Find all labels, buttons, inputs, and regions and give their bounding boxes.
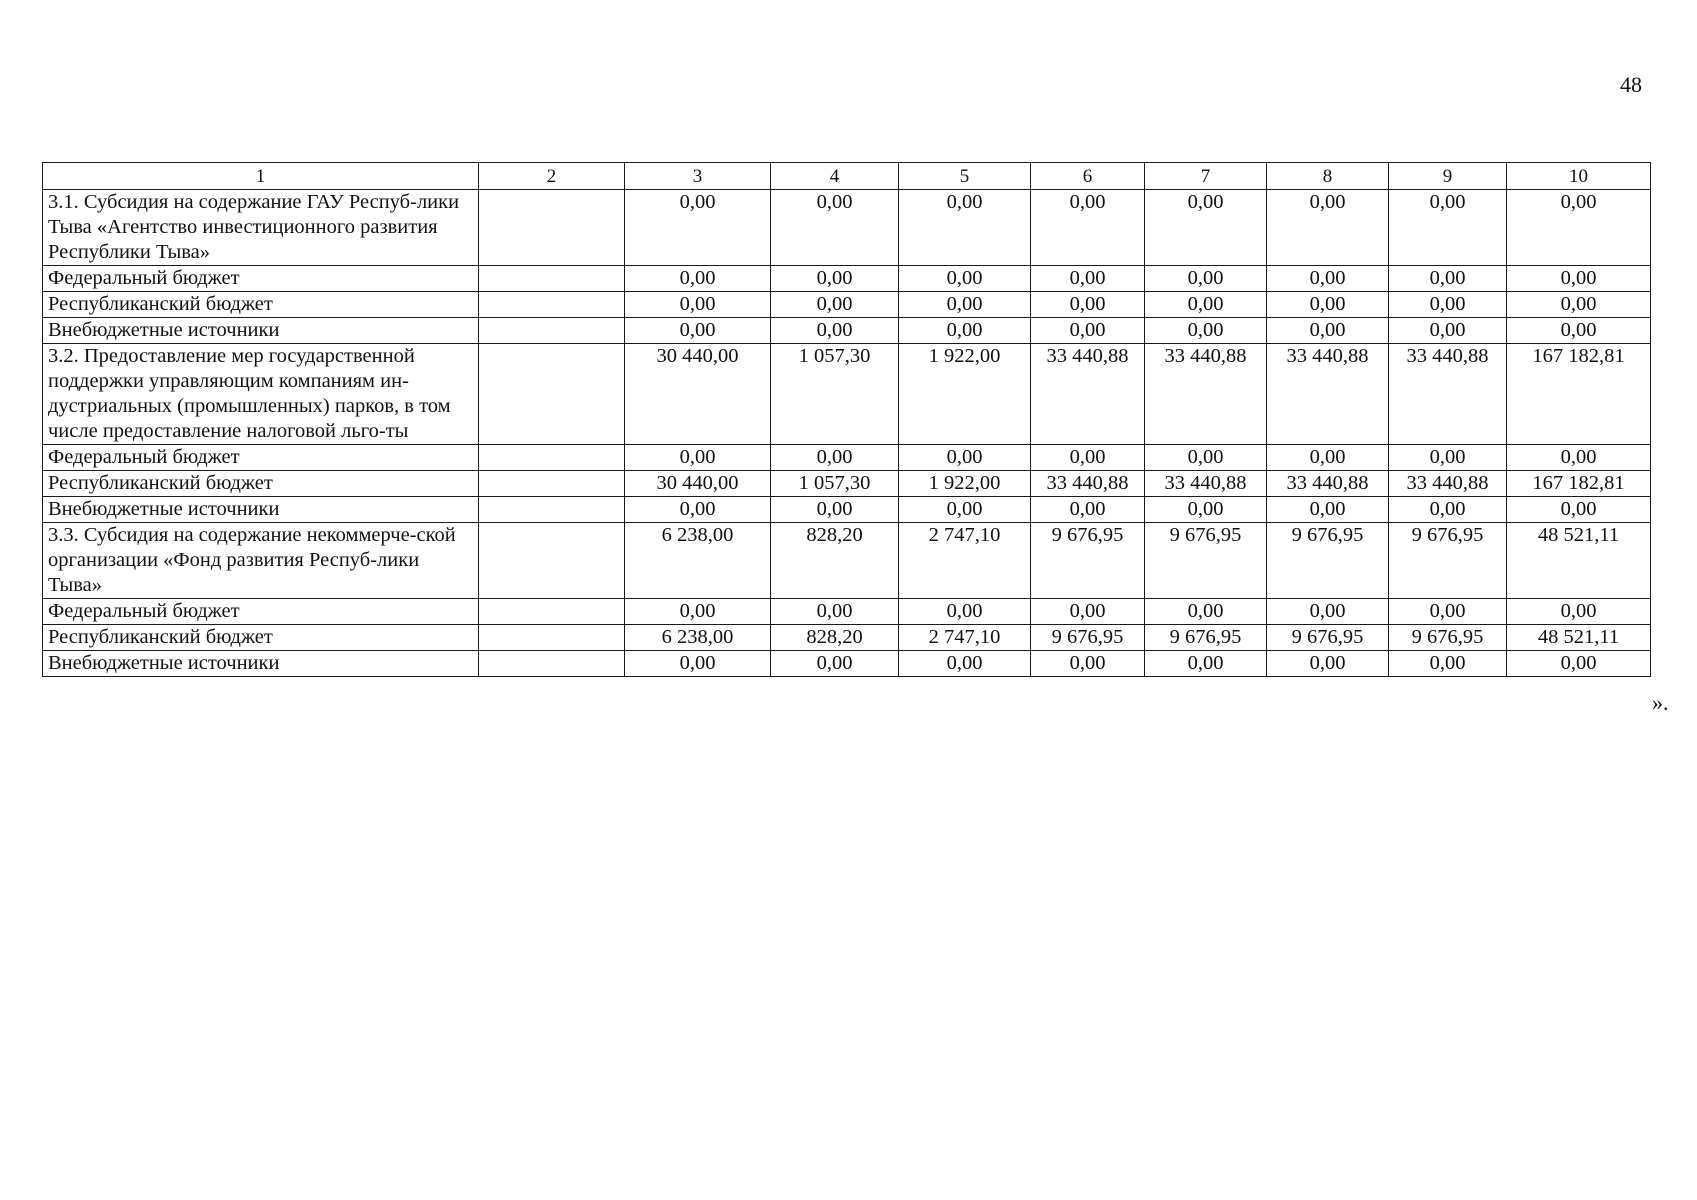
value-cell: 0,00 xyxy=(625,445,771,471)
value-cell: 0,00 xyxy=(1031,266,1145,292)
value-cell: 0,00 xyxy=(1507,266,1651,292)
value-cell: 0,00 xyxy=(771,497,899,523)
table-row xyxy=(43,497,1651,523)
row-name-cell: Внебюджетные источники xyxy=(43,318,479,344)
value-cell: 33 440,88 xyxy=(1145,471,1267,497)
row-col2-cell xyxy=(479,344,625,445)
value-cell: 9 676,95 xyxy=(1031,625,1145,651)
value-cell: 0,00 xyxy=(1267,190,1389,266)
value-cell: 0,00 xyxy=(899,445,1031,471)
row-col2-cell xyxy=(479,318,625,344)
value-cell: 167 182,81 xyxy=(1507,344,1651,445)
value-cell: 0,00 xyxy=(1507,651,1651,677)
value-cell: 0,00 xyxy=(771,599,899,625)
column-header: 6 xyxy=(1031,163,1145,190)
value-cell: 0,00 xyxy=(1389,190,1507,266)
value-cell: 33 440,88 xyxy=(1145,344,1267,445)
row-name-cell: 3.1. Субсидия на содержание ГАУ Респуб-лики Тыва «Агентство инвестиционного развития Республики Тыва» xyxy=(43,190,479,266)
value-cell: 0,00 xyxy=(1389,651,1507,677)
value-cell: 0,00 xyxy=(625,190,771,266)
value-cell: 0,00 xyxy=(1507,292,1651,318)
value-cell: 0,00 xyxy=(1507,445,1651,471)
value-cell: 0,00 xyxy=(899,318,1031,344)
value-cell: 33 440,88 xyxy=(1267,344,1389,445)
value-cell: 0,00 xyxy=(1145,599,1267,625)
table-row xyxy=(43,445,1651,471)
value-cell: 0,00 xyxy=(1031,318,1145,344)
value-cell: 0,00 xyxy=(899,266,1031,292)
value-cell: 0,00 xyxy=(899,651,1031,677)
value-cell: 0,00 xyxy=(1267,292,1389,318)
value-cell: 9 676,95 xyxy=(1145,625,1267,651)
table-row xyxy=(43,266,1651,292)
value-cell: 0,00 xyxy=(625,266,771,292)
value-cell: 0,00 xyxy=(1031,445,1145,471)
value-cell: 0,00 xyxy=(1389,599,1507,625)
row-col2-cell xyxy=(479,471,625,497)
column-header: 5 xyxy=(899,163,1031,190)
table-row xyxy=(43,471,1651,497)
value-cell: 0,00 xyxy=(771,318,899,344)
column-header: 9 xyxy=(1389,163,1507,190)
value-cell: 0,00 xyxy=(1389,318,1507,344)
table-row xyxy=(43,190,1651,266)
column-header: 4 xyxy=(771,163,899,190)
value-cell: 0,00 xyxy=(625,651,771,677)
value-cell: 0,00 xyxy=(1389,266,1507,292)
value-cell: 0,00 xyxy=(1145,266,1267,292)
row-col2-cell xyxy=(479,445,625,471)
value-cell: 1 922,00 xyxy=(899,471,1031,497)
value-cell: 0,00 xyxy=(899,497,1031,523)
value-cell: 0,00 xyxy=(1145,497,1267,523)
closing-quote-mark: ». xyxy=(1652,690,1669,715)
value-cell: 0,00 xyxy=(625,497,771,523)
value-cell: 0,00 xyxy=(771,190,899,266)
value-cell: 0,00 xyxy=(625,292,771,318)
page-number: 48 xyxy=(1620,72,1642,97)
value-cell: 0,00 xyxy=(1267,266,1389,292)
table-row xyxy=(43,651,1651,677)
value-cell: 48 521,11 xyxy=(1507,523,1651,599)
column-header: 3 xyxy=(625,163,771,190)
value-cell: 0,00 xyxy=(1507,497,1651,523)
table-row xyxy=(43,599,1651,625)
value-cell: 9 676,95 xyxy=(1145,523,1267,599)
value-cell: 33 440,88 xyxy=(1267,471,1389,497)
value-cell: 0,00 xyxy=(899,292,1031,318)
value-cell: 0,00 xyxy=(1145,318,1267,344)
value-cell: 30 440,00 xyxy=(625,471,771,497)
row-name-cell: Республиканский бюджет xyxy=(43,292,479,318)
row-col2-cell xyxy=(479,190,625,266)
table-body xyxy=(43,190,1651,677)
value-cell: 0,00 xyxy=(1267,599,1389,625)
value-cell: 0,00 xyxy=(771,651,899,677)
table-row xyxy=(43,292,1651,318)
value-cell: 2 747,10 xyxy=(899,625,1031,651)
value-cell: 1 057,30 xyxy=(771,471,899,497)
row-name-cell: Республиканский бюджет xyxy=(43,471,479,497)
row-name-cell: Федеральный бюджет xyxy=(43,599,479,625)
value-cell: 0,00 xyxy=(899,190,1031,266)
value-cell: 0,00 xyxy=(1507,599,1651,625)
value-cell: 0,00 xyxy=(1267,318,1389,344)
row-col2-cell xyxy=(479,651,625,677)
row-name-cell: Внебюджетные источники xyxy=(43,651,479,677)
value-cell: 828,20 xyxy=(771,625,899,651)
table-row xyxy=(43,523,1651,599)
budget-table-container xyxy=(42,162,1651,677)
value-cell: 0,00 xyxy=(1145,292,1267,318)
table-row xyxy=(43,318,1651,344)
value-cell: 33 440,88 xyxy=(1389,471,1507,497)
value-cell: 0,00 xyxy=(1389,445,1507,471)
value-cell: 33 440,88 xyxy=(1389,344,1507,445)
value-cell: 33 440,88 xyxy=(1031,471,1145,497)
value-cell: 1 057,30 xyxy=(771,344,899,445)
value-cell: 0,00 xyxy=(1145,190,1267,266)
value-cell: 2 747,10 xyxy=(899,523,1031,599)
column-header: 1 xyxy=(43,163,479,190)
value-cell: 828,20 xyxy=(771,523,899,599)
value-cell: 0,00 xyxy=(1145,651,1267,677)
value-cell: 0,00 xyxy=(1031,651,1145,677)
value-cell: 6 238,00 xyxy=(625,625,771,651)
budget-table xyxy=(42,162,1651,677)
column-number-row xyxy=(43,163,1651,190)
row-name-cell: Внебюджетные источники xyxy=(43,497,479,523)
value-cell: 30 440,00 xyxy=(625,344,771,445)
row-col2-cell xyxy=(479,292,625,318)
value-cell: 0,00 xyxy=(1031,497,1145,523)
value-cell: 0,00 xyxy=(899,599,1031,625)
row-name-cell: Федеральный бюджет xyxy=(43,445,479,471)
value-cell: 0,00 xyxy=(771,266,899,292)
row-col2-cell xyxy=(479,523,625,599)
value-cell: 9 676,95 xyxy=(1267,625,1389,651)
row-name-cell: Федеральный бюджет xyxy=(43,266,479,292)
value-cell: 0,00 xyxy=(1145,445,1267,471)
value-cell: 9 676,95 xyxy=(1031,523,1145,599)
column-header: 7 xyxy=(1145,163,1267,190)
value-cell: 9 676,95 xyxy=(1267,523,1389,599)
row-col2-cell xyxy=(479,266,625,292)
value-cell: 33 440,88 xyxy=(1031,344,1145,445)
value-cell: 0,00 xyxy=(1031,292,1145,318)
value-cell: 167 182,81 xyxy=(1507,471,1651,497)
value-cell: 0,00 xyxy=(1267,497,1389,523)
row-name-cell: 3.2. Предоставление мер государственной поддержки управляющим компаниям ин-дустриальных (промышленных) парков, в том числе предоставление налоговой льго-ты xyxy=(43,344,479,445)
value-cell: 0,00 xyxy=(1267,651,1389,677)
value-cell: 0,00 xyxy=(1389,497,1507,523)
table-row xyxy=(43,344,1651,445)
value-cell: 48 521,11 xyxy=(1507,625,1651,651)
value-cell: 1 922,00 xyxy=(899,344,1031,445)
row-col2-cell xyxy=(479,599,625,625)
value-cell: 6 238,00 xyxy=(625,523,771,599)
value-cell: 9 676,95 xyxy=(1389,523,1507,599)
value-cell: 0,00 xyxy=(771,445,899,471)
value-cell: 0,00 xyxy=(1031,599,1145,625)
value-cell: 0,00 xyxy=(1507,318,1651,344)
value-cell: 0,00 xyxy=(1031,190,1145,266)
row-name-cell: 3.3. Субсидия на содержание некоммерче-ской организации «Фонд развития Респуб-лики Тыва» xyxy=(43,523,479,599)
value-cell: 0,00 xyxy=(771,292,899,318)
table-row xyxy=(43,625,1651,651)
row-name-cell: Республиканский бюджет xyxy=(43,625,479,651)
value-cell: 0,00 xyxy=(625,318,771,344)
column-header: 8 xyxy=(1267,163,1389,190)
value-cell: 0,00 xyxy=(1507,190,1651,266)
value-cell: 0,00 xyxy=(1389,292,1507,318)
value-cell: 0,00 xyxy=(1267,445,1389,471)
value-cell: 0,00 xyxy=(625,599,771,625)
value-cell: 9 676,95 xyxy=(1389,625,1507,651)
row-col2-cell xyxy=(479,497,625,523)
column-header: 10 xyxy=(1507,163,1651,190)
row-col2-cell xyxy=(479,625,625,651)
column-header: 2 xyxy=(479,163,625,190)
